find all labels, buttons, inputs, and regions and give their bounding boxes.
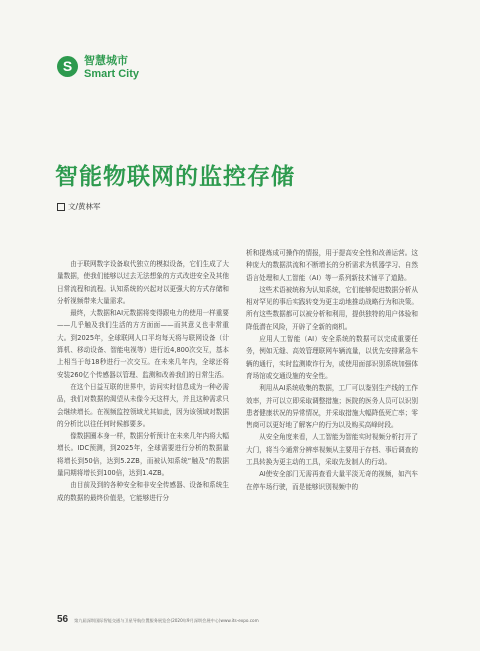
section-logo xyxy=(57,52,139,80)
paragraph: AI使安全部门无需再查看大量平淡无奇的视频，如汽车在停车场行驶，而是能够识别视频中的 xyxy=(246,470,418,491)
paragraph: 利用从AI系统收集的数据，工厂可以鉴别生产线的工作效率，并可以立即采取调整措施；医院的医务人员可以识别患者健康状况的异常情况，并采取措施大幅降低死亡率；零售商可以更好地了解客户的行为以及购买高峰时段。 xyxy=(246,384,418,430)
section-name xyxy=(84,52,139,80)
section-name-en: Smart City xyxy=(84,68,140,80)
body-column-right xyxy=(246,247,418,493)
paragraph: 由于联网数字设备取代独立的模拟设备，它们生成了大量数据，使我们能够以过去无法想象的方式改进安全及其他日常流程和流程。认知系统的兴起对以更强大的方式存储和分析视频带来大量需求。 xyxy=(57,260,229,305)
paragraph: 由目前及到的各种安全和非安全传感器、设备和系统生成的数据的最终价值是，它能够进行分 xyxy=(57,481,229,502)
paragraph: 像数据圈本身一样，数据分析预计在未来几年内将大幅增长。IDC预测，到2025年，全球需要进行分析的数据量将增长到50倍，达到5.2ZB，而被认知系统“触及”的数据量同期将增长到100倍，达到1.4ZB。 xyxy=(57,432,229,478)
page-number: 56 xyxy=(57,614,69,625)
paragraph: 应用人工智能（AI）安全系统的数据可以完成重要任务，例如无缝、高效管理联网车辆流量，以优先安排紧急车辆的通行，实时监测欺诈行为，或使用面部识别系统加强体育场馆或交通设施的安全性。 xyxy=(246,335,418,380)
paragraph: 在这个日益互联的世界中，访问实时信息成为一种必需品，我们对数据的渴望从未像今天这样大，并且这种需求只会继续增长。在视频监控领域尤其如此，因为该领域对数据的分析比以往任何时候都要多。 xyxy=(57,382,229,428)
body-column-left xyxy=(57,258,229,504)
author-box-icon xyxy=(57,203,65,211)
section-name-cn: 智慧城市 xyxy=(84,54,128,67)
footer-text: 第九届深圳国际智能交通与卫星导航位置服务展览会(2020年9月深圳会展中心)www.its-expo.com xyxy=(74,618,259,623)
paragraph: 最终，大数据和AI元数据将变得跟电力的使用一样重要——几乎触及我们生活的方方面面——而其意义也非常重大。到2025年，全球联网人口平均每天将与联网设备（计算机、移动设备、智能电视等）进行近4,800次交互，基本上相当于每18秒进行一次交互。在未来几年内，全球还将安装260亿个传感器以管理、监测和改善我们的日常生活。 xyxy=(57,309,229,379)
smart-city-logo-icon: S xyxy=(57,56,78,77)
page-footer xyxy=(57,614,259,625)
author-name: 文/黄林军 xyxy=(68,202,101,211)
paragraph: 从安全角度来看，人工智能为智能实时视频分析打开了大门，将当今通常分辨率视频从主要用于存档、事后调查的工具转换为更主动的工具，采取先发制人的行动。 xyxy=(246,433,418,467)
author-line xyxy=(57,201,101,212)
paragraph: 析和提炼成可操作的情报，用于提高安全性和改善运营。这种庞大的数据洪流和不断增长的分析需求为机器学习、自然语言处理和人工智能（AI）等一系列新技术铺平了道路。 xyxy=(246,249,418,282)
paragraph: 这些术语被统称为认知系统，它们能够促进数据分析从相对罕见的事后实践转变为更主动地推动战略行为和决策。所有这些数据都可以被分析和利用，提供独特的用户体验和降低潜在风险，开辟了全新的商机。 xyxy=(246,285,418,331)
article-title: 智能物联网的监控存储 xyxy=(55,164,295,190)
